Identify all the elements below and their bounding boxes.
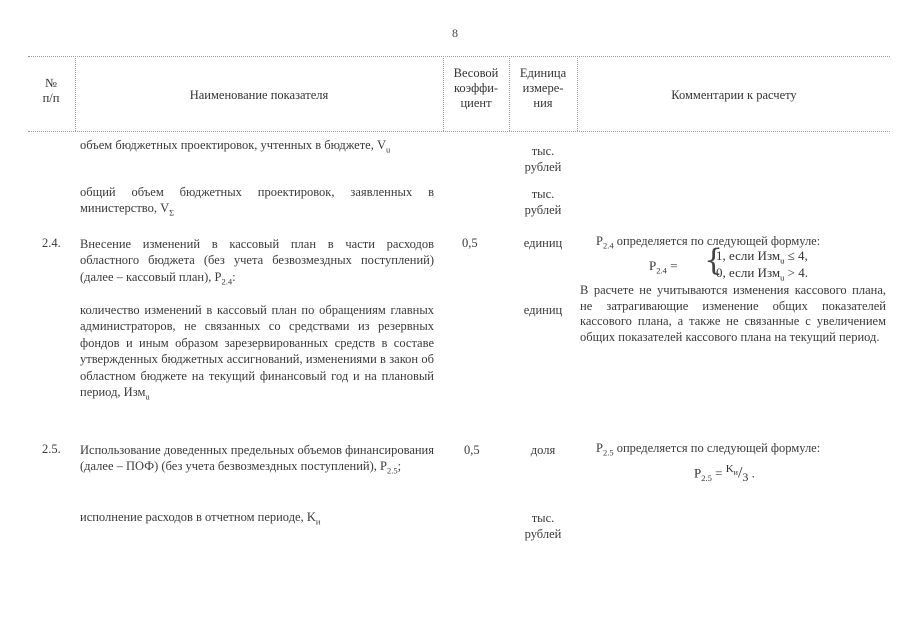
header-unit-line3: ния xyxy=(533,96,553,110)
formula-2-4-case-2-sub: u xyxy=(780,272,785,283)
indicator-text-2-4-end: : xyxy=(232,269,236,284)
comment-note-2-4: В расчете не учитываются изменения кассового плана, не затрагивающие изменение общих показателей кассового плана, а также не связанные с увеличением общих показателей кассового плана на текущий период. xyxy=(580,283,886,344)
formula-2-4-eq: = xyxy=(670,258,678,273)
formula-2-5 xyxy=(694,463,755,485)
comment-intro-2-5 xyxy=(596,441,886,461)
indicator-text-budget-volume xyxy=(80,137,434,158)
unit-2-5: доля xyxy=(530,443,556,457)
row-number-2-4: 2.4. xyxy=(42,236,61,250)
header-num xyxy=(28,76,74,106)
header-comment: Комментарии к расчету xyxy=(671,88,797,102)
formula-2-4-case-2-end: > 4. xyxy=(784,265,808,280)
header-unit xyxy=(510,66,576,111)
indicator-text-change-count-sub: u xyxy=(145,391,150,402)
comment-intro-2-5-text: определяется по следующей формуле: xyxy=(613,441,821,455)
header-bottom-border xyxy=(28,131,890,132)
unit-line2: рублей xyxy=(524,203,562,218)
unit-change-count: единиц xyxy=(523,303,563,317)
formula-2-5-denominator: 3 xyxy=(742,469,749,484)
formula-2-4-lhs-sub: 2.4 xyxy=(656,265,667,276)
comment-intro-2-4-text: определяется по следующей формуле: xyxy=(613,234,821,248)
header-weight-line2: коэффи- xyxy=(453,81,499,95)
page-number: 8 xyxy=(452,26,458,40)
unit-cell-total-volume xyxy=(510,186,576,219)
header-weight-line3: циент xyxy=(460,96,492,110)
formula-2-4-case-1-end: ≤ 4, xyxy=(784,248,808,263)
indicator-text-spending xyxy=(80,509,434,530)
indicator-text-spending-main: исполнение расходов в отчетном периоде, K xyxy=(80,510,316,524)
indicator-text-2-4 xyxy=(80,236,434,290)
header-unit-line1: Единица xyxy=(519,66,567,80)
formula-2-5-numerator xyxy=(725,463,738,478)
formula-2-5-end: . xyxy=(751,465,755,481)
indicator-text-budget-volume-main: объем бюджетных проектировок, учтенных в бюджете, V xyxy=(80,138,387,152)
formula-2-4-lhs xyxy=(649,258,677,276)
unit-cell-budget-volume xyxy=(510,143,576,176)
formula-2-5-lhs-sub: 2.5 xyxy=(701,472,712,483)
indicator-text-2-4-sub: 2.4 xyxy=(221,276,233,287)
header-weight xyxy=(444,66,508,111)
header-num-line2: п/п xyxy=(42,91,60,105)
formula-2-4-case-2-text: 0, если Изм xyxy=(716,265,781,280)
indicator-text-total-volume xyxy=(80,184,434,221)
comment-intro-2-5-p: P xyxy=(596,441,603,455)
header-num-line1: № xyxy=(45,76,57,90)
formula-2-5-slash: / xyxy=(737,464,743,482)
indicator-text-2-5 xyxy=(80,442,434,479)
formula-2-4-case-1-sub: u xyxy=(780,255,785,266)
table-top-border xyxy=(28,56,890,57)
formula-2-5-lhs-p: P xyxy=(694,465,702,481)
indicator-text-spending-sub: и xyxy=(315,516,321,527)
formula-2-4-case-1-text: 1, если Изм xyxy=(716,248,781,263)
indicator-text-budget-volume-sub: u xyxy=(386,144,391,155)
indicator-text-change-count-main: количество изменений в кассовый план по обращениям главных администраторов, не связанных со средствами из резервных фондов и иным образом зарезервированных средств в составе утвержденных бюджетных ассигнований, изменениями в закон об областном бюджете на текущий финансовый год и на плановый период, Изм xyxy=(80,303,434,400)
indicator-text-2-5-main: Использование доведенных предельных объемов финансирования (далее – ПОФ) (без учета безвозмездных поступлений), P xyxy=(80,443,434,474)
formula-2-5-eq: = xyxy=(715,465,723,481)
comment-intro-2-4-sub: 2.4 xyxy=(602,240,614,251)
row-number-2-5: 2.5. xyxy=(42,442,61,456)
header-weight-line1: Весовой xyxy=(453,66,499,80)
formula-2-4-case-2 xyxy=(716,265,808,283)
formula-2-5-num-k: K xyxy=(725,463,734,475)
weight-2-5: 0,5 xyxy=(464,443,480,457)
comment-intro-2-5-sub: 2.5 xyxy=(602,447,614,458)
indicator-text-2-5-sub: 2.5 xyxy=(386,465,398,476)
header-name: Наименование показателя xyxy=(189,88,329,102)
indicator-text-total-volume-main: общий объем бюджетных проектировок, заявленных в министерство, V xyxy=(80,185,434,216)
unit-line1: тыс. xyxy=(531,144,555,158)
indicator-text-change-count xyxy=(80,302,434,405)
unit-spending xyxy=(510,510,576,543)
unit-line2: рублей xyxy=(524,160,562,175)
unit-line2: рублей xyxy=(524,527,562,542)
unit-line1: тыс. xyxy=(531,511,555,525)
indicator-text-2-5-end: ; xyxy=(397,459,402,474)
unit-2-4: единиц xyxy=(523,236,563,250)
unit-line1: тыс. xyxy=(531,187,555,201)
formula-2-4-lhs-p: P xyxy=(649,258,657,273)
header-unit-line2: измере- xyxy=(522,81,564,95)
formula-2-4-brace: { xyxy=(704,243,724,278)
formula-2-5-num-sub: и xyxy=(733,468,738,478)
indicator-text-total-volume-sub: Σ xyxy=(169,207,175,218)
comment-intro-2-4-p: P xyxy=(596,234,603,248)
weight-2-4: 0,5 xyxy=(462,236,478,250)
indicator-text-2-4-main: Внесение изменений в кассовый план в части расходов областного бюджета (без учета безвозмездных поступлений) (далее – кассовый план), P xyxy=(80,237,434,284)
formula-2-4-case-1 xyxy=(716,248,808,266)
